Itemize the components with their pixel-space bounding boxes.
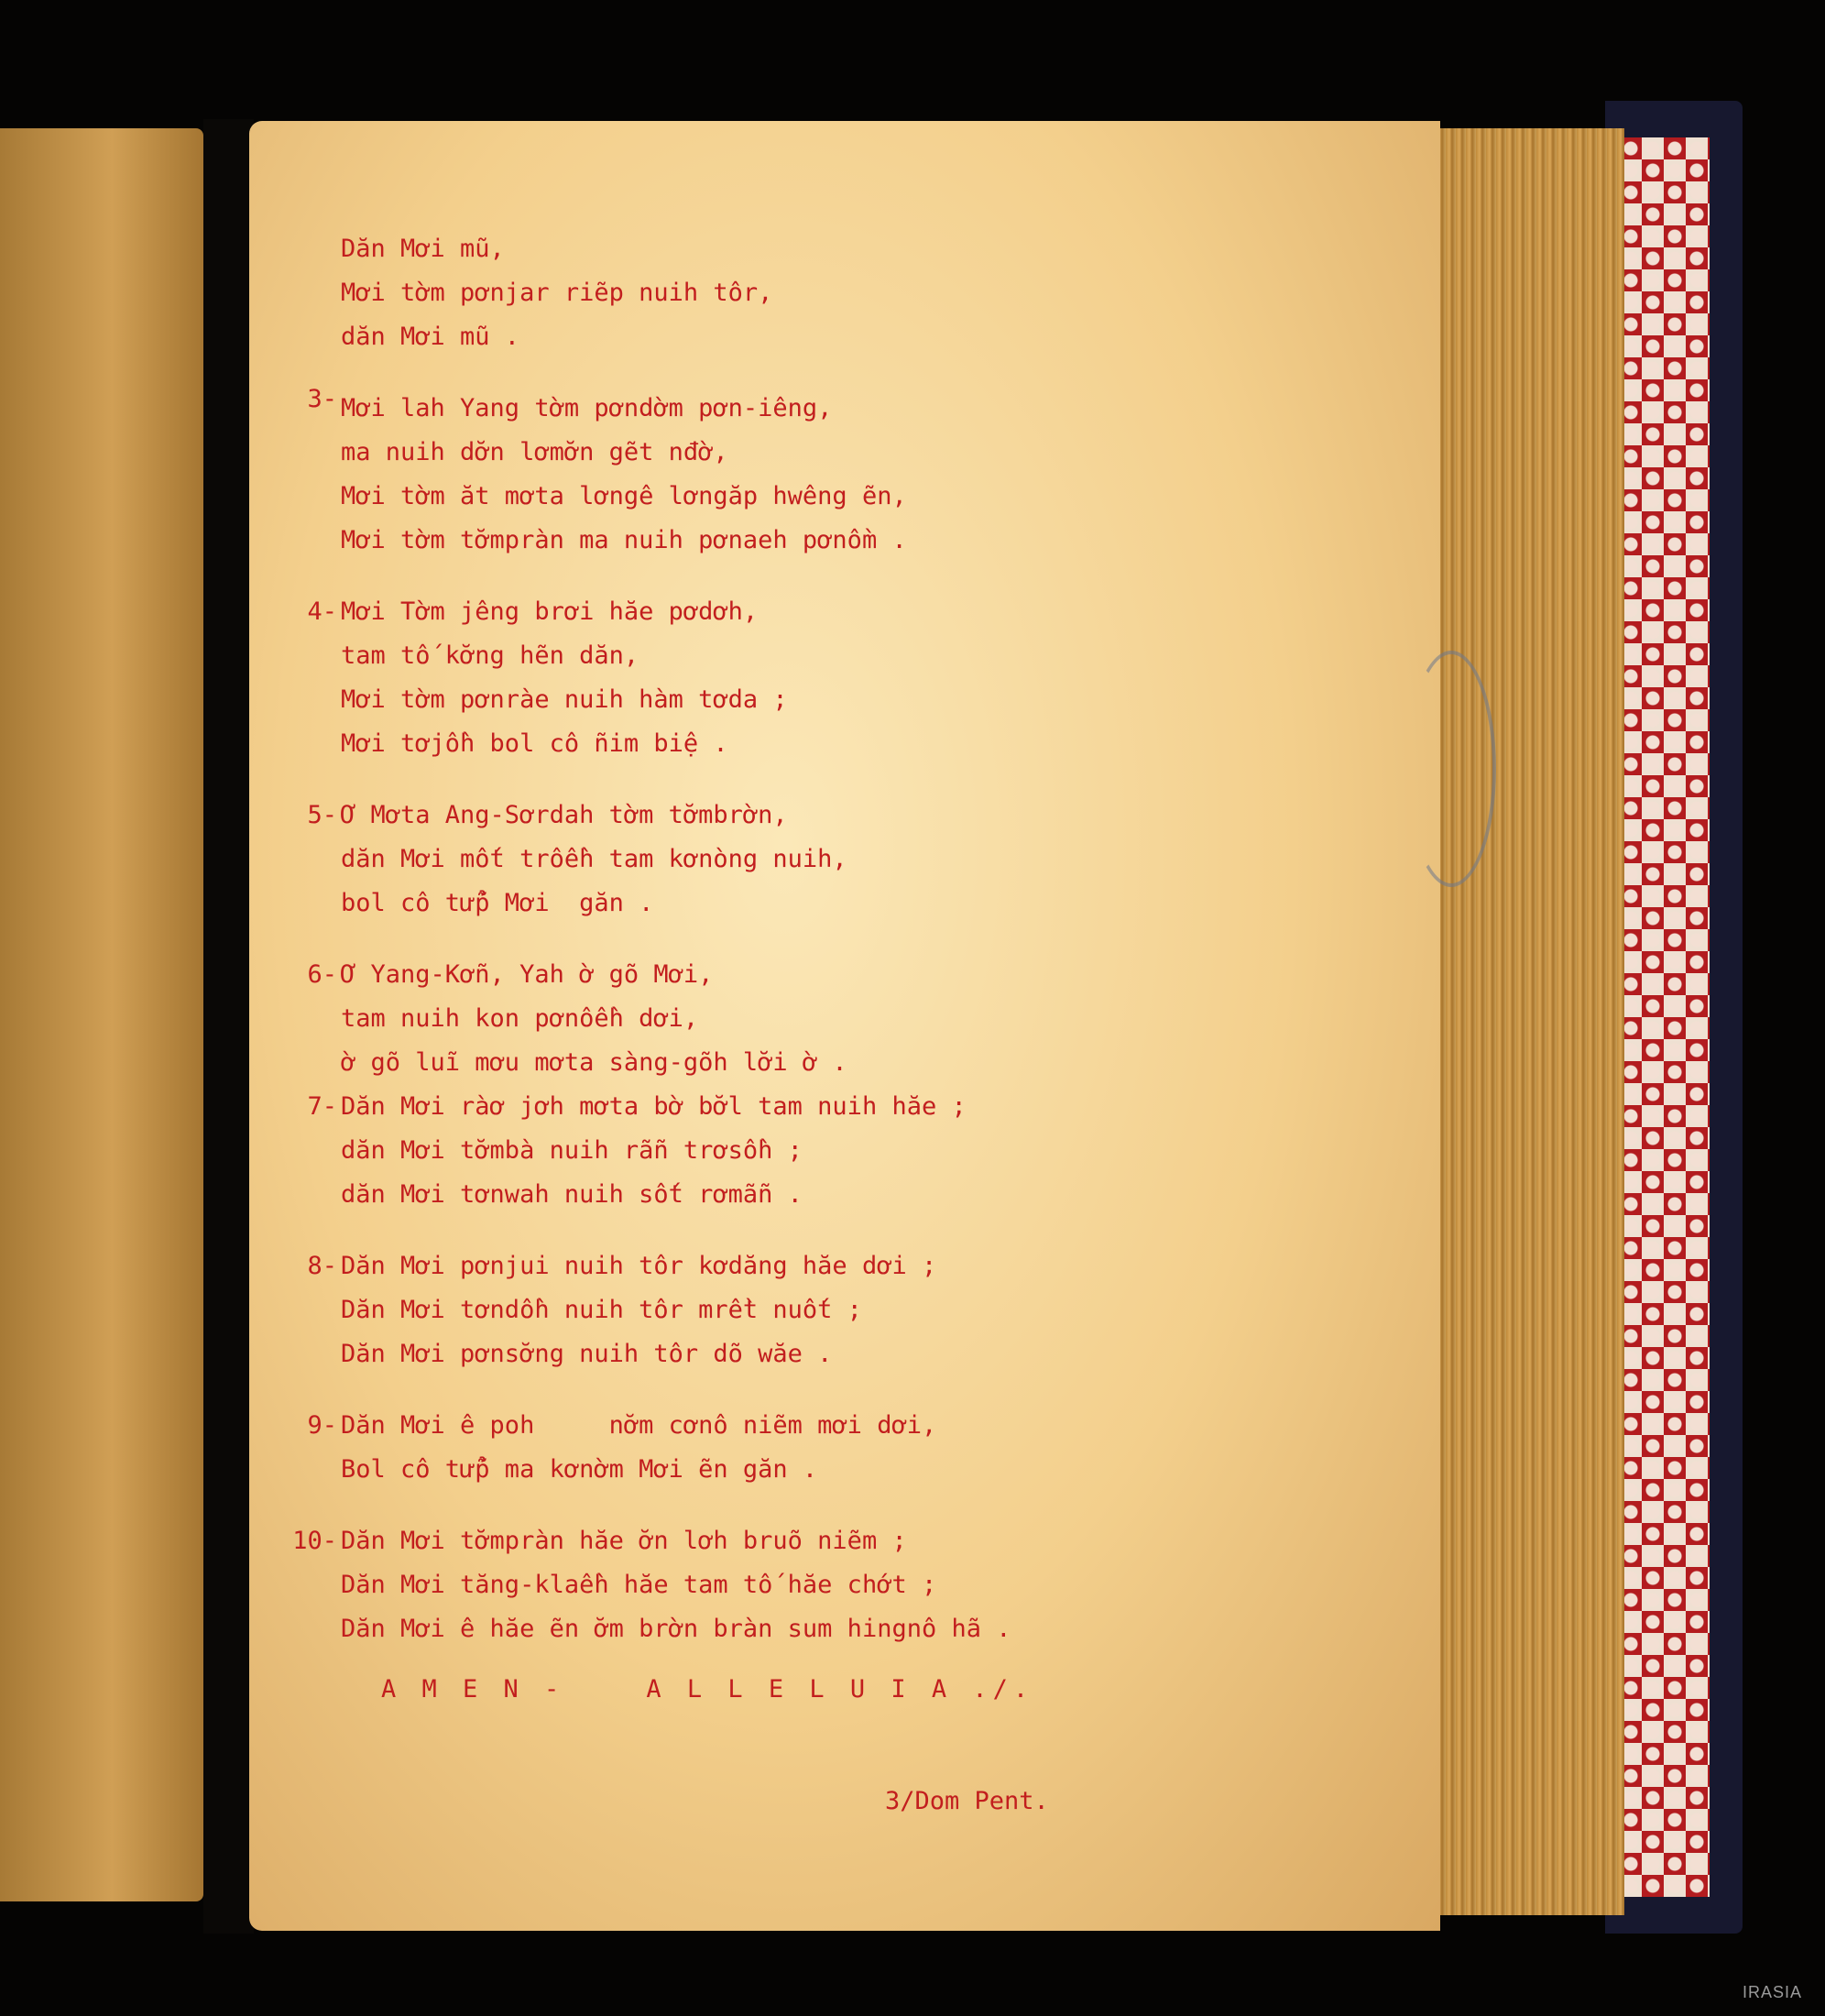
text-line: dăn Mơi tơnwah nuih sốt rơmãñ .	[341, 1180, 803, 1209]
text-line: Mơi tơjồh bol cô ñim biệ .	[341, 729, 728, 758]
hymn-text	[280, 227, 1151, 1712]
text-line: Dăn Mơi ràơ jơh mơta bờ bơ̆l tam nuih hăe ;	[341, 1092, 967, 1121]
watermark: IRASIA	[1743, 1983, 1803, 2001]
text-line: ma nuih dơ̆n lơmơ̆n gẽt nđờ,	[341, 438, 728, 466]
text-line: tam tố kơ̆ng hẽn dăn,	[341, 641, 639, 670]
stanza-9	[280, 1404, 1151, 1492]
stanza-4	[280, 590, 1151, 766]
text-line: Mơi tờm pơnràe nuih hàm tơda ;	[341, 685, 788, 714]
text-line: dăn Mơi mốt trôềh tam kơnòng nuih,	[341, 845, 847, 873]
stanza-number: 10-	[292, 1527, 337, 1555]
text-line: Dăn Mơi pơnjui nuih tôr kơdăng hăe dơi ;	[341, 1252, 937, 1280]
stanza-number: 8-	[307, 1252, 337, 1280]
text-line: dăn Mơi tơ̆mbà nuih rãñ trơsồh ;	[341, 1136, 803, 1165]
stanza-10	[280, 1519, 1151, 1651]
stanza-number: 6-	[307, 960, 337, 989]
text-line: Dăn Mơi mũ,	[341, 235, 505, 263]
stanza-7	[280, 1085, 1151, 1217]
text-line: tam nuih kon pơnôềh dơi,	[341, 1004, 699, 1033]
stanza-8	[280, 1244, 1151, 1376]
text-line: Dăn Mơi tơ̆mpràn hăe ơ̆n lơh bruõ niẽm ;	[341, 1527, 907, 1555]
stanza-number: 4-	[307, 597, 337, 626]
amen-alleluia-closing: A M E N - A L L E L U I A ./.	[381, 1675, 1034, 1704]
text-line: Mơi tờm ăt mơta lơngê lơngăp hwêng ẽn,	[341, 482, 907, 510]
book-gutter	[203, 119, 254, 1934]
stanza-6	[280, 953, 1151, 1085]
page-edges	[1415, 128, 1624, 1915]
stanza-3	[280, 387, 1151, 563]
text-line: Dăn Mơi pơnsơ̆ng nuih tôr dõ wăe .	[341, 1340, 833, 1368]
stanza-number: 7-	[307, 1092, 337, 1121]
text-line: Dăn Mơi tơndồh nuih tôr mrềt nuốt ;	[341, 1296, 862, 1324]
text-line: Ơ Yang-Kơñ, Yah ờ gõ Mơi,	[341, 960, 714, 989]
stanza-2-end	[280, 227, 1151, 359]
stanza-5	[280, 794, 1151, 926]
text-line: Mơi tờm pơnjar riẽp nuih tôr,	[341, 279, 773, 307]
signature-line: 3/Dom Pent.	[885, 1787, 1049, 1815]
stanza-number: 3-	[307, 385, 337, 413]
library-stamp-icon	[1406, 651, 1496, 887]
text-line: Dăn Mơi ê poh nơ̆m cơnô niẽm mơi dơi,	[341, 1411, 937, 1440]
text-line: ờ gõ luĩ mơu mơta sàng-gõh lơ̆i ờ .	[341, 1048, 847, 1077]
stanza-number: 5-	[307, 801, 337, 829]
text-line: Mơi lah Yang tờm pơndờm pơn-iêng,	[341, 394, 833, 422]
text-line: Mơi Tờm jêng brơi hăe pơdơh,	[341, 597, 759, 626]
text-line: Ơ Mơta Ang-Sơrdah tờm tơ̆mbrờn,	[341, 801, 788, 829]
text-line: Dăn Mơi ê hăe ẽn ơ̆m brờn bràn sum hingnô hã .	[341, 1615, 1011, 1643]
text-line: dăn Mơi mũ .	[341, 323, 520, 351]
text-line: Dăn Mơi tăng-klaềh hăe tam tố hăe chớt ;	[341, 1571, 937, 1599]
text-line: Mơi tờm tơ̆mpràn ma nuih pơnaeh pơnồm .	[341, 526, 907, 554]
facing-page-left	[0, 128, 203, 1901]
text-line: bol cô tử̃p Mơi găn .	[341, 889, 654, 917]
text-line: Bol cô tử̃p ma kơnờm Mơi ẽn găn .	[341, 1455, 818, 1484]
stanza-number: 9-	[307, 1411, 337, 1440]
patterned-spine-strip	[1620, 137, 1710, 1897]
